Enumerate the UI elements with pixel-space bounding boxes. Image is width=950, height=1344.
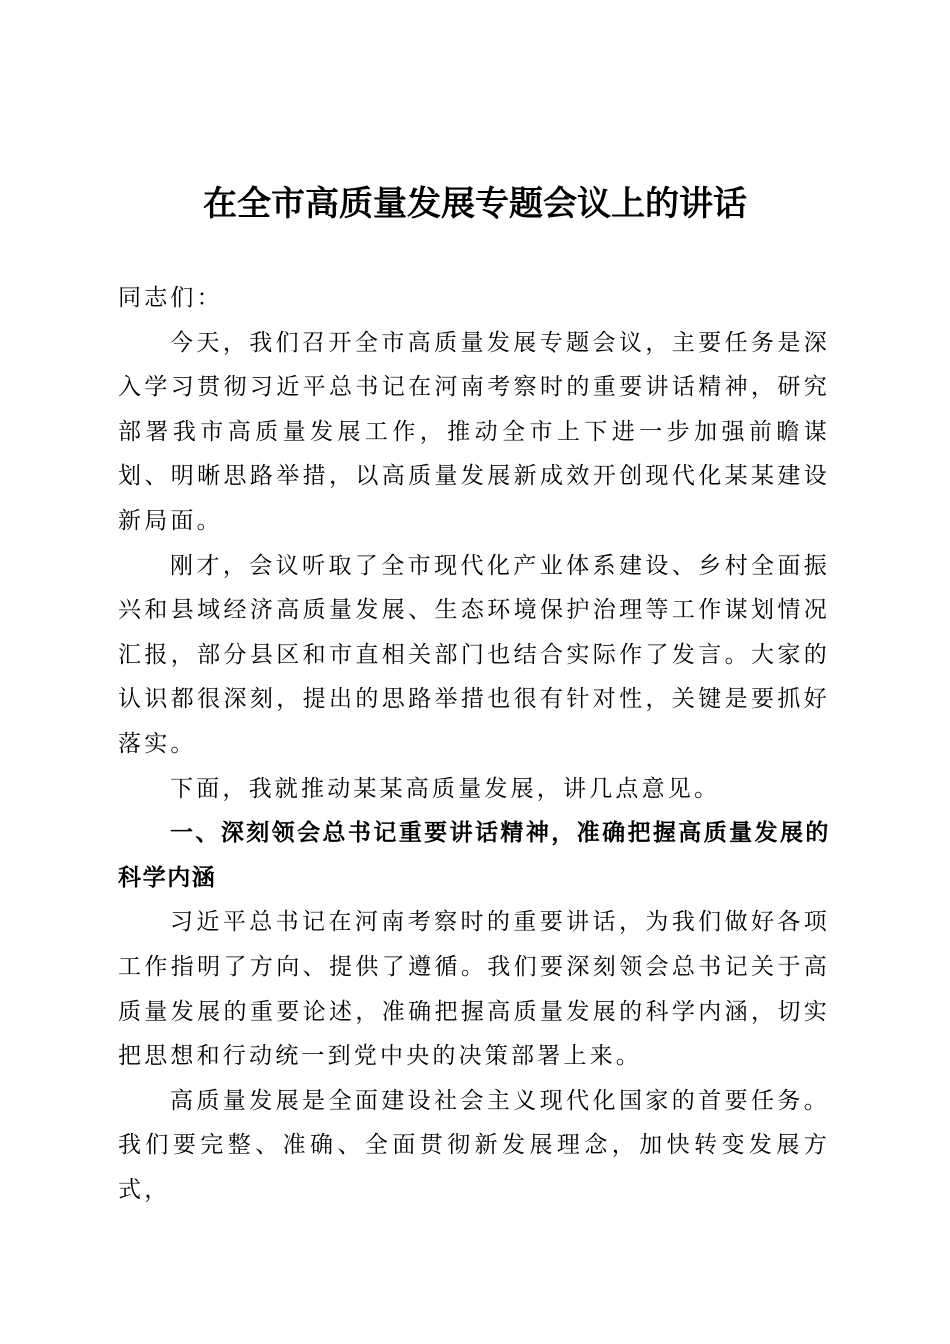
paragraph-meeting-summary: 刚才，会议听取了全市现代化产业体系建设、乡村全面振兴和县域经济高质量发展、生态环境保护治理等工作谋划情况汇报，部分县区和市直相关部门也结合实际作了发言。大家的认识都很深刻，提出的思路举措也很有针对性，关键是要抓好落实。 [118, 552, 830, 757]
paragraph-section-1-intro: 习近平总书记在河南考察时的重要讲话，为我们做好各项工作指明了方向、提供了遵循。我们要深刻领会总书记关于高质量发展的重要论述，准确把握高质量发展的科学内涵，切实把思想和行动统一到党中央的决策部署上来。 [118, 909, 830, 1070]
document-title: 在全市高质量发展专题会议上的讲话 [203, 184, 747, 224]
paragraph-transition: 下面，我就推动某某高质量发展，讲几点意见。 [170, 775, 721, 802]
paragraph-opening: 今天，我们召开全市高质量发展专题会议，主要任务是深入学习贯彻习近平总书记在河南考察时的重要讲话精神，研究部署我市高质量发展工作，推动全市上下进一步加强前瞻谋划、明晰思路举措，以高质量发展新成效开创现代化某某建设新局面。 [118, 329, 830, 534]
section-heading-1: 一、深刻领会总书记重要讲话精神，准确把握高质量发展的科学内涵 [118, 820, 830, 891]
paragraph-section-1-body: 高质量发展是全面建设社会主义现代化国家的首要任务。我们要完整、准确、全面贯彻新发展理念，加快转变发展方式， [118, 1087, 830, 1203]
document-body [118, 276, 830, 1212]
salutation: 同志们： [118, 285, 223, 311]
